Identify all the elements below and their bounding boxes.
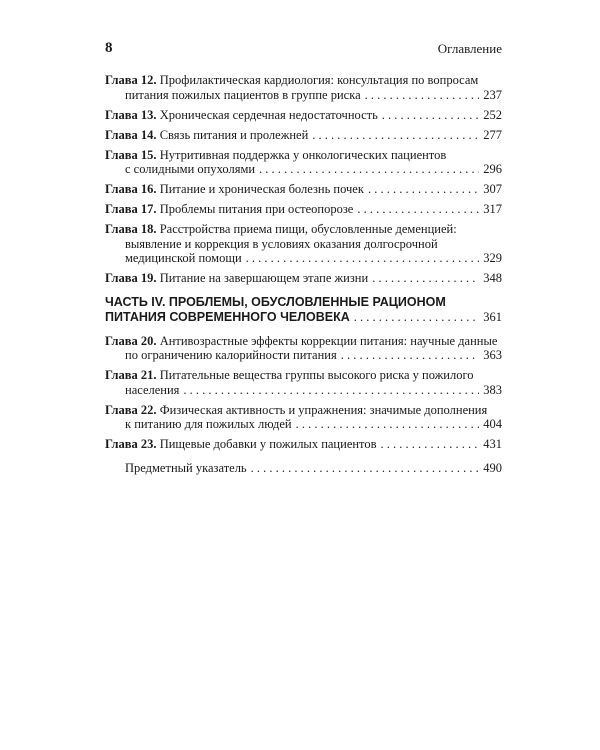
- chapter-title-tail: Питание и хроническая болезнь почек: [159, 182, 364, 196]
- chapter-label: Глава 12.: [105, 73, 157, 87]
- chapter-title-tail: питания пожилых пациентов в группе риска: [125, 87, 361, 102]
- chapter-title-text: [105, 108, 378, 123]
- chapter-title-line: [105, 73, 502, 88]
- index-entry[interactable]: [105, 461, 502, 476]
- chapter-title-text: [125, 383, 179, 398]
- chapter-label: Глава 20.: [105, 333, 157, 348]
- chapter-page-number: 237: [483, 87, 502, 102]
- chapter-page-number: 348: [483, 271, 502, 285]
- running-head: Оглавление: [437, 41, 502, 56]
- chapter-entry[interactable]: [105, 222, 502, 266]
- dot-leader: [259, 162, 479, 177]
- part-title-line-2: ПИТАНИЯ СОВРЕМЕННОГО ЧЕЛОВЕКА: [105, 309, 350, 324]
- dot-leader: [365, 88, 480, 103]
- chapter-page-number: 383: [483, 382, 502, 397]
- chapter-title-last-line: [105, 108, 502, 123]
- dot-leader: [246, 251, 480, 266]
- chapter-label: Глава 17.: [105, 202, 157, 216]
- table-of-contents: [105, 73, 502, 481]
- chapter-label: Глава 21.: [105, 368, 157, 382]
- chapter-title-text: [125, 417, 292, 432]
- chapter-title-tail: населения: [125, 382, 180, 397]
- dot-leader: [372, 271, 479, 286]
- chapter-title-last-line: [105, 348, 502, 363]
- chapter-title-line: [105, 334, 502, 349]
- chapter-title-last-line: [105, 383, 502, 398]
- chapter-page-number: 363: [483, 348, 502, 362]
- chapter-entry[interactable]: [105, 202, 502, 217]
- dot-leader: [296, 417, 480, 432]
- chapter-label: Глава 23.: [105, 437, 157, 451]
- chapter-title-last-line: [105, 202, 502, 217]
- chapter-title-last-line: [105, 88, 502, 103]
- chapter-title-text: [125, 251, 242, 266]
- chapter-title-tail: Связь питания и пролежней: [159, 127, 309, 142]
- dot-leader: [251, 461, 480, 476]
- chapter-label: Глава 19.: [105, 271, 157, 285]
- chapter-title-text: Нутритивная поддержка у онкологических пациентов: [159, 147, 447, 162]
- chapter-label: Глава 18.: [105, 222, 157, 236]
- chapter-title-text: Расстройства приема пищи, обусловленные деменцией:: [159, 222, 457, 236]
- chapter-title-last-line: [105, 162, 502, 177]
- chapter-title-line: [105, 237, 502, 252]
- chapter-page-number: 296: [483, 162, 502, 176]
- chapter-title-text: [105, 437, 377, 452]
- chapter-entry[interactable]: [105, 271, 502, 286]
- chapter-entry[interactable]: [105, 108, 502, 123]
- chapter-group-b: [105, 334, 502, 452]
- chapter-entry[interactable]: [105, 148, 502, 177]
- chapter-title-tail: Питание на завершающем этапе жизни: [159, 271, 369, 285]
- chapter-entry[interactable]: [105, 368, 502, 397]
- chapter-page-number: 277: [483, 127, 502, 142]
- chapter-title-tail: медицинской помощи: [125, 251, 242, 265]
- chapter-title-line: [105, 403, 502, 418]
- chapter-title-text: [125, 348, 337, 363]
- chapter-entry[interactable]: [105, 334, 502, 363]
- chapter-title-tail: с солидными опухолями: [125, 162, 256, 176]
- chapter-page-number: 431: [483, 437, 502, 451]
- chapter-entry[interactable]: [105, 437, 502, 452]
- page-number: 8: [105, 40, 113, 56]
- chapter-entry[interactable]: [105, 73, 502, 102]
- chapter-page-number: 404: [483, 417, 502, 431]
- chapter-title-text: [105, 202, 353, 217]
- dot-leader: [354, 310, 480, 325]
- chapter-entry[interactable]: [105, 403, 502, 432]
- dot-leader: [183, 383, 479, 398]
- chapter-title-last-line: [105, 251, 502, 266]
- chapter-title-line: [105, 222, 502, 237]
- chapter-page-number: 317: [483, 202, 502, 216]
- dot-leader: [341, 348, 480, 363]
- chapter-title-line: [105, 368, 502, 383]
- chapter-label: Глава 13.: [105, 107, 157, 122]
- chapter-title-tail: по ограничению калорийности питания: [125, 348, 337, 362]
- chapter-group-a: [105, 73, 502, 286]
- chapter-label: Глава 15.: [105, 147, 157, 162]
- index-page-number: 490: [483, 460, 502, 475]
- chapter-page-number: 329: [483, 251, 502, 265]
- chapter-label: Глава 16.: [105, 182, 157, 196]
- index-label: Предметный указатель: [125, 460, 247, 475]
- chapter-title-text: Профилактическая кардиология: консультация по вопросам: [159, 73, 479, 87]
- chapter-title-text: Антивозрастные эффекты коррекции питания: научные данные: [159, 333, 498, 348]
- chapter-title-text: [105, 182, 364, 197]
- chapter-title-text: [105, 128, 308, 143]
- chapter-title-text: [125, 88, 361, 103]
- chapter-title-last-line: [105, 128, 502, 143]
- dot-leader: [312, 128, 479, 143]
- chapter-title-text: [125, 162, 255, 177]
- part-entry[interactable]: [105, 295, 502, 325]
- dot-leader: [368, 182, 479, 197]
- chapter-label: Глава 14.: [105, 127, 157, 142]
- chapter-page-number: 252: [483, 107, 502, 122]
- chapter-title-text: выявление и коррекция в условиях оказания долгосрочной: [125, 236, 438, 251]
- chapter-title-last-line: [105, 437, 502, 452]
- chapter-title-tail: Проблемы питания при остеопорозе: [159, 202, 354, 216]
- chapter-title-text: Питательные вещества группы высокого риска у пожилого: [159, 368, 474, 382]
- part-title-line-1: ЧАСТЬ IV. ПРОБЛЕМЫ, ОБУСЛОВЛЕННЫЕ РАЦИОНОМ: [105, 294, 446, 309]
- page-header: [105, 40, 502, 60]
- chapter-title-tail: Хроническая сердечная недостаточность: [159, 107, 378, 122]
- dot-leader: [357, 202, 479, 217]
- chapter-title-last-line: [105, 271, 502, 286]
- chapter-page-number: 307: [483, 182, 502, 196]
- part-page-number: 361: [483, 309, 502, 324]
- chapter-title-last-line: [105, 182, 502, 197]
- chapter-entry[interactable]: [105, 182, 502, 197]
- dot-leader: [381, 437, 480, 452]
- chapter-title-last-line: [105, 417, 502, 432]
- chapter-title-tail: Пищевые добавки у пожилых пациентов: [159, 437, 377, 451]
- chapter-title-line: [105, 148, 502, 163]
- chapter-entry[interactable]: [105, 128, 502, 143]
- chapter-title-text: Физическая активность и упражнения: значимые дополнения: [159, 402, 488, 417]
- chapter-title-tail: к питанию для пожилых людей: [125, 417, 292, 431]
- chapter-label: Глава 22.: [105, 402, 157, 417]
- dot-leader: [382, 108, 479, 123]
- chapter-title-text: [105, 271, 368, 286]
